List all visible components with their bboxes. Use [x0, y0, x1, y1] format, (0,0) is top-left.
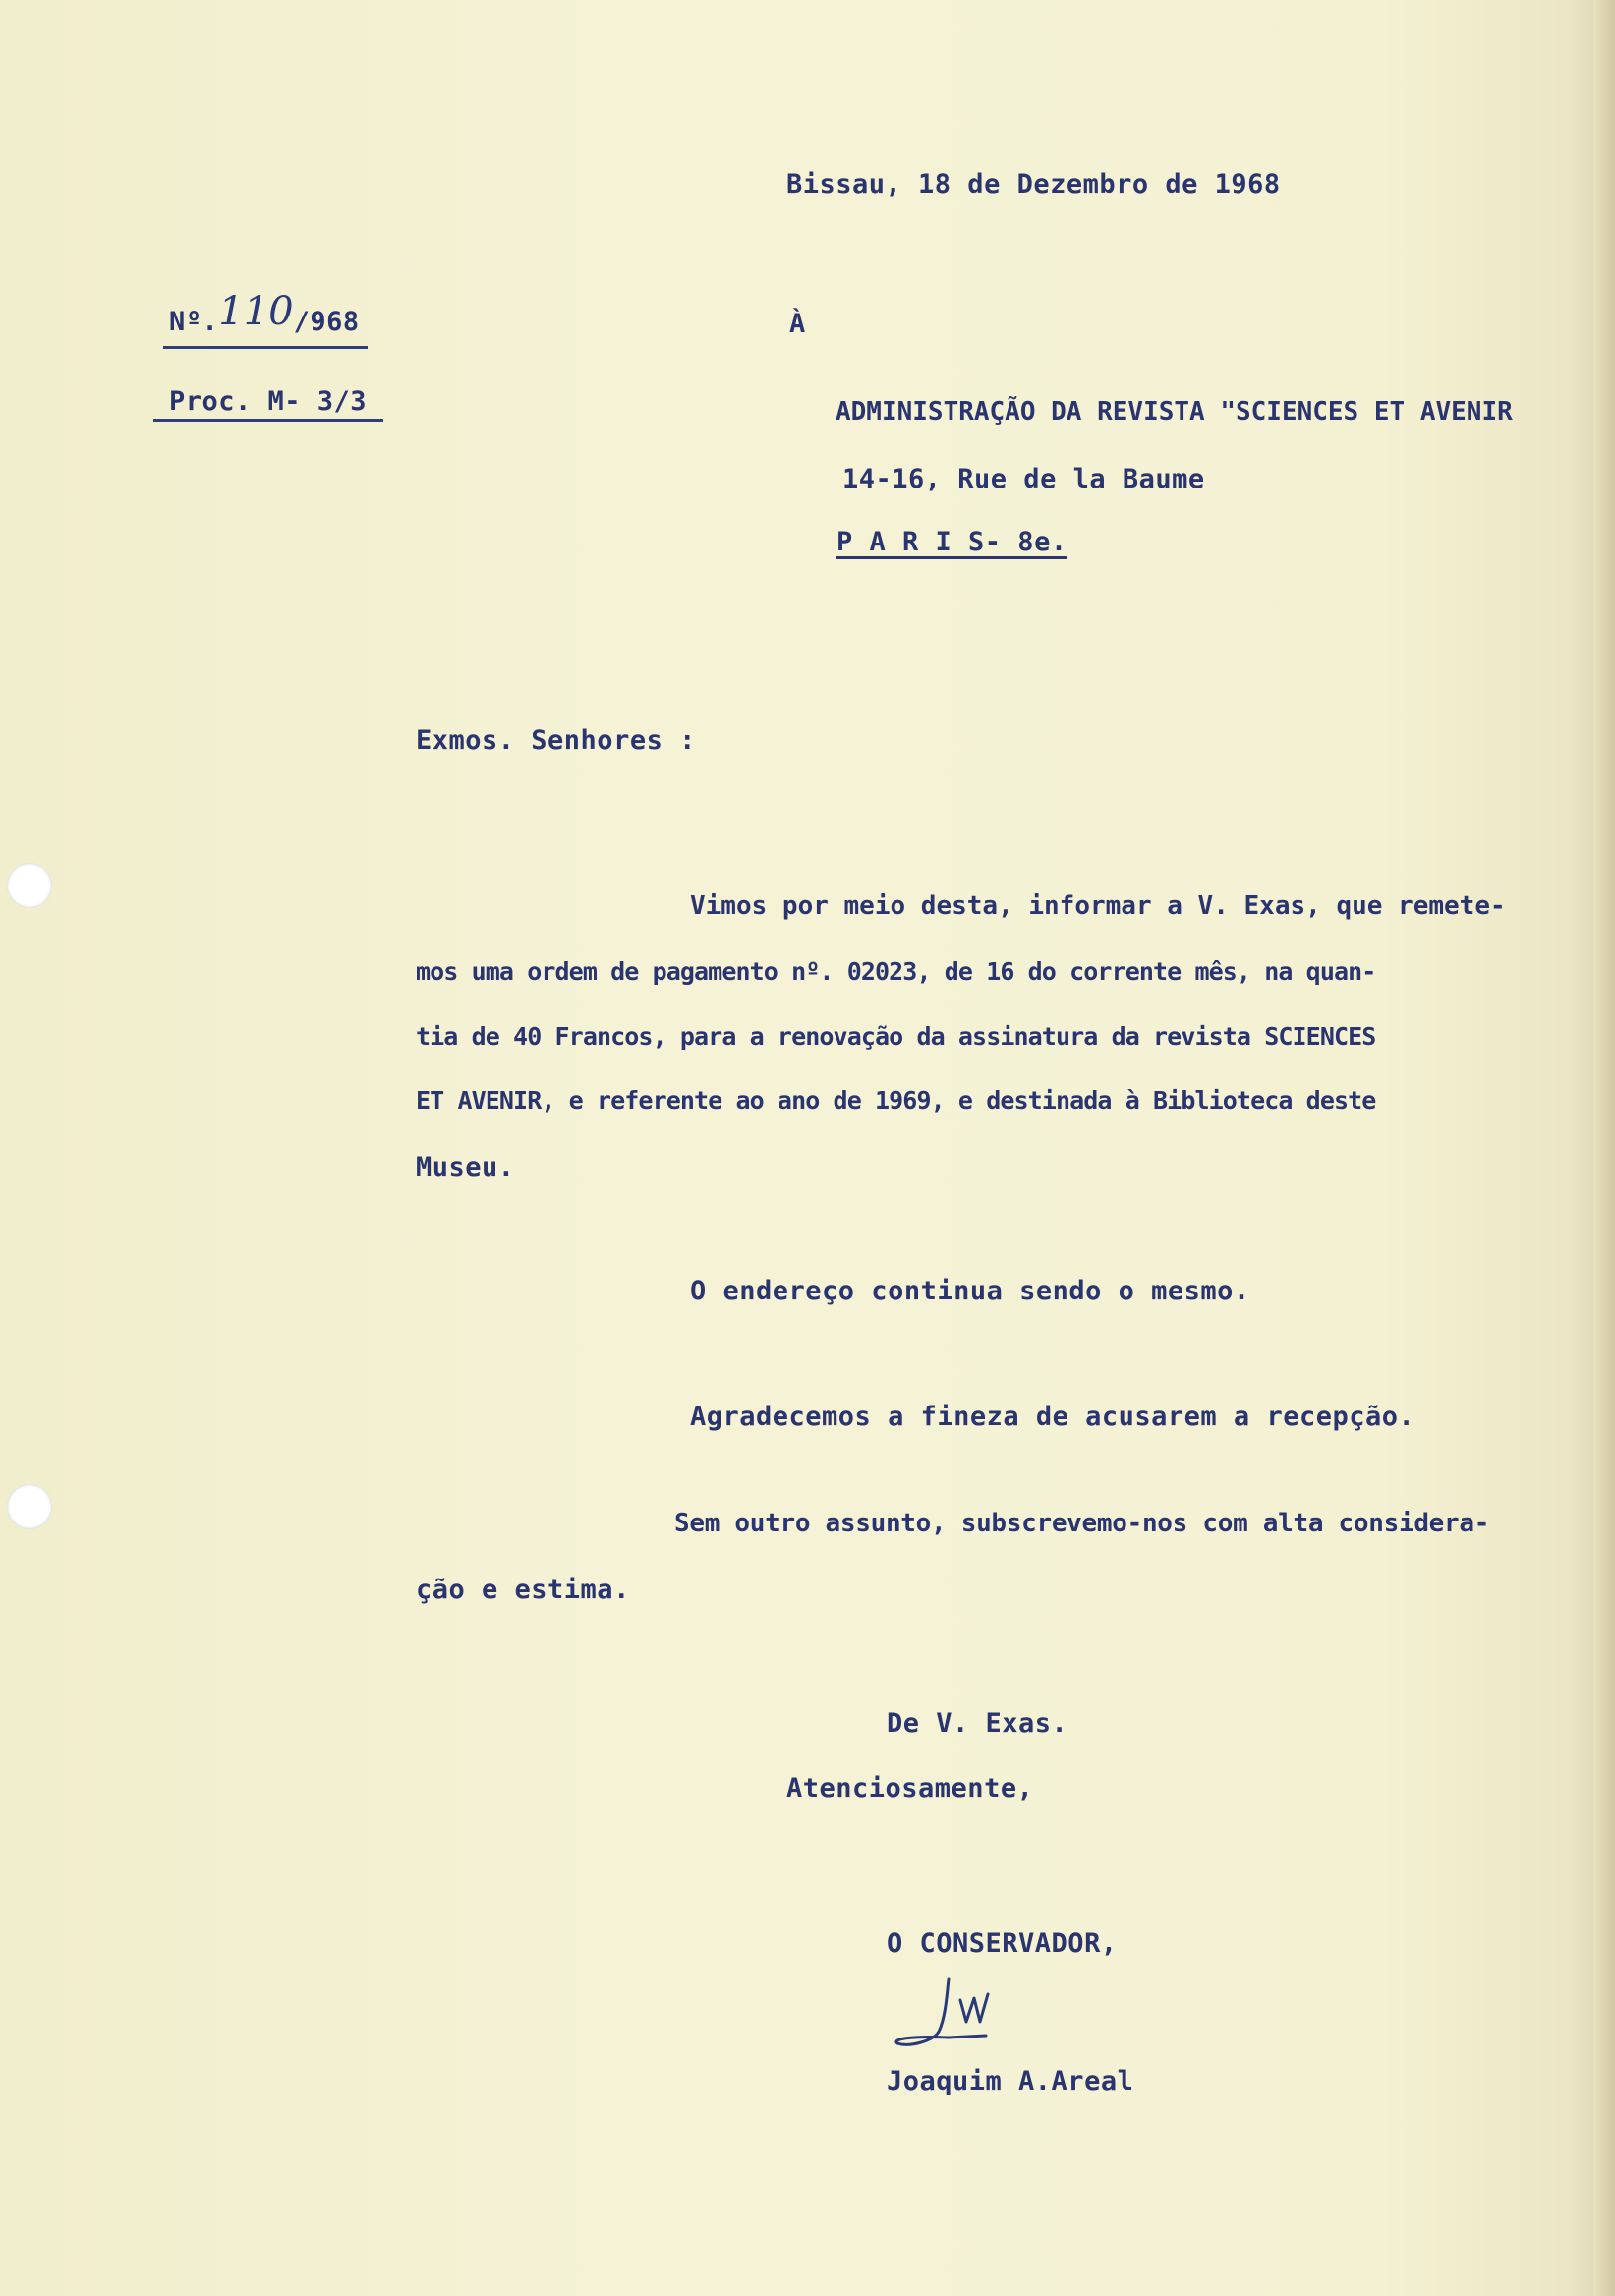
- process-number: Proc. M- 3/3: [169, 386, 368, 417]
- reference-suffix: /968: [293, 307, 360, 337]
- punch-hole-bottom: [7, 1484, 52, 1529]
- date-line: Bissau, 18 de Dezembro de 1968: [786, 169, 1281, 200]
- recipient-line-2: 14-16, Rue de la Baume: [842, 464, 1205, 494]
- salutation: Exmos. Senhores :: [416, 725, 696, 756]
- punch-hole-top: [7, 863, 52, 908]
- paragraph-1-line-1: Vimos por meio desta, informar a V. Exas, que remete-: [690, 891, 1506, 921]
- addressed-to: À: [789, 309, 806, 339]
- process-underline: [153, 419, 383, 422]
- recipient-line-3: P A R I S- 8e.: [836, 527, 1067, 557]
- closing-line-2: Atenciosamente,: [786, 1773, 1034, 1804]
- paragraph-4-line-1: Sem outro assunto, subscrevemo-nos com alta considera-: [674, 1509, 1490, 1538]
- closing-line-1: De V. Exas.: [887, 1708, 1068, 1739]
- signatory-title: O CONSERVADOR,: [887, 1928, 1118, 1959]
- reference-prefix: Nº.: [169, 307, 219, 337]
- signatory-name: Joaquim A.Areal: [887, 2066, 1134, 2096]
- recipient-line-1: ADMINISTRAÇÃO DA REVISTA "SCIENCES ET AVENIR: [836, 397, 1513, 427]
- paragraph-1-line-4: ET AVENIR, e referente ao ano de 1969, e destinada à Biblioteca deste: [416, 1086, 1376, 1115]
- reference-number: [169, 289, 360, 340]
- paragraph-1-line-3: tia de 40 Francos, para a renovação da assinatura da revista SCIENCES: [416, 1022, 1376, 1051]
- paragraph-2: O endereço continua sendo o mesmo.: [690, 1276, 1250, 1306]
- paragraph-1-line-2: mos uma ordem de pagamento nº. 02023, de 16 do corrente mês, na quan-: [416, 957, 1376, 986]
- reference-underline: [163, 346, 368, 349]
- reference-handwritten: 110: [218, 289, 294, 334]
- paragraph-4-line-2: ção e estima.: [416, 1575, 630, 1605]
- handwritten-signature: [890, 1971, 1027, 2059]
- paragraph-1-line-5: Museu.: [416, 1152, 515, 1182]
- paragraph-3: Agradecemos a fineza de acusarem a recepção.: [690, 1402, 1415, 1432]
- paper-edge: [1593, 0, 1615, 2296]
